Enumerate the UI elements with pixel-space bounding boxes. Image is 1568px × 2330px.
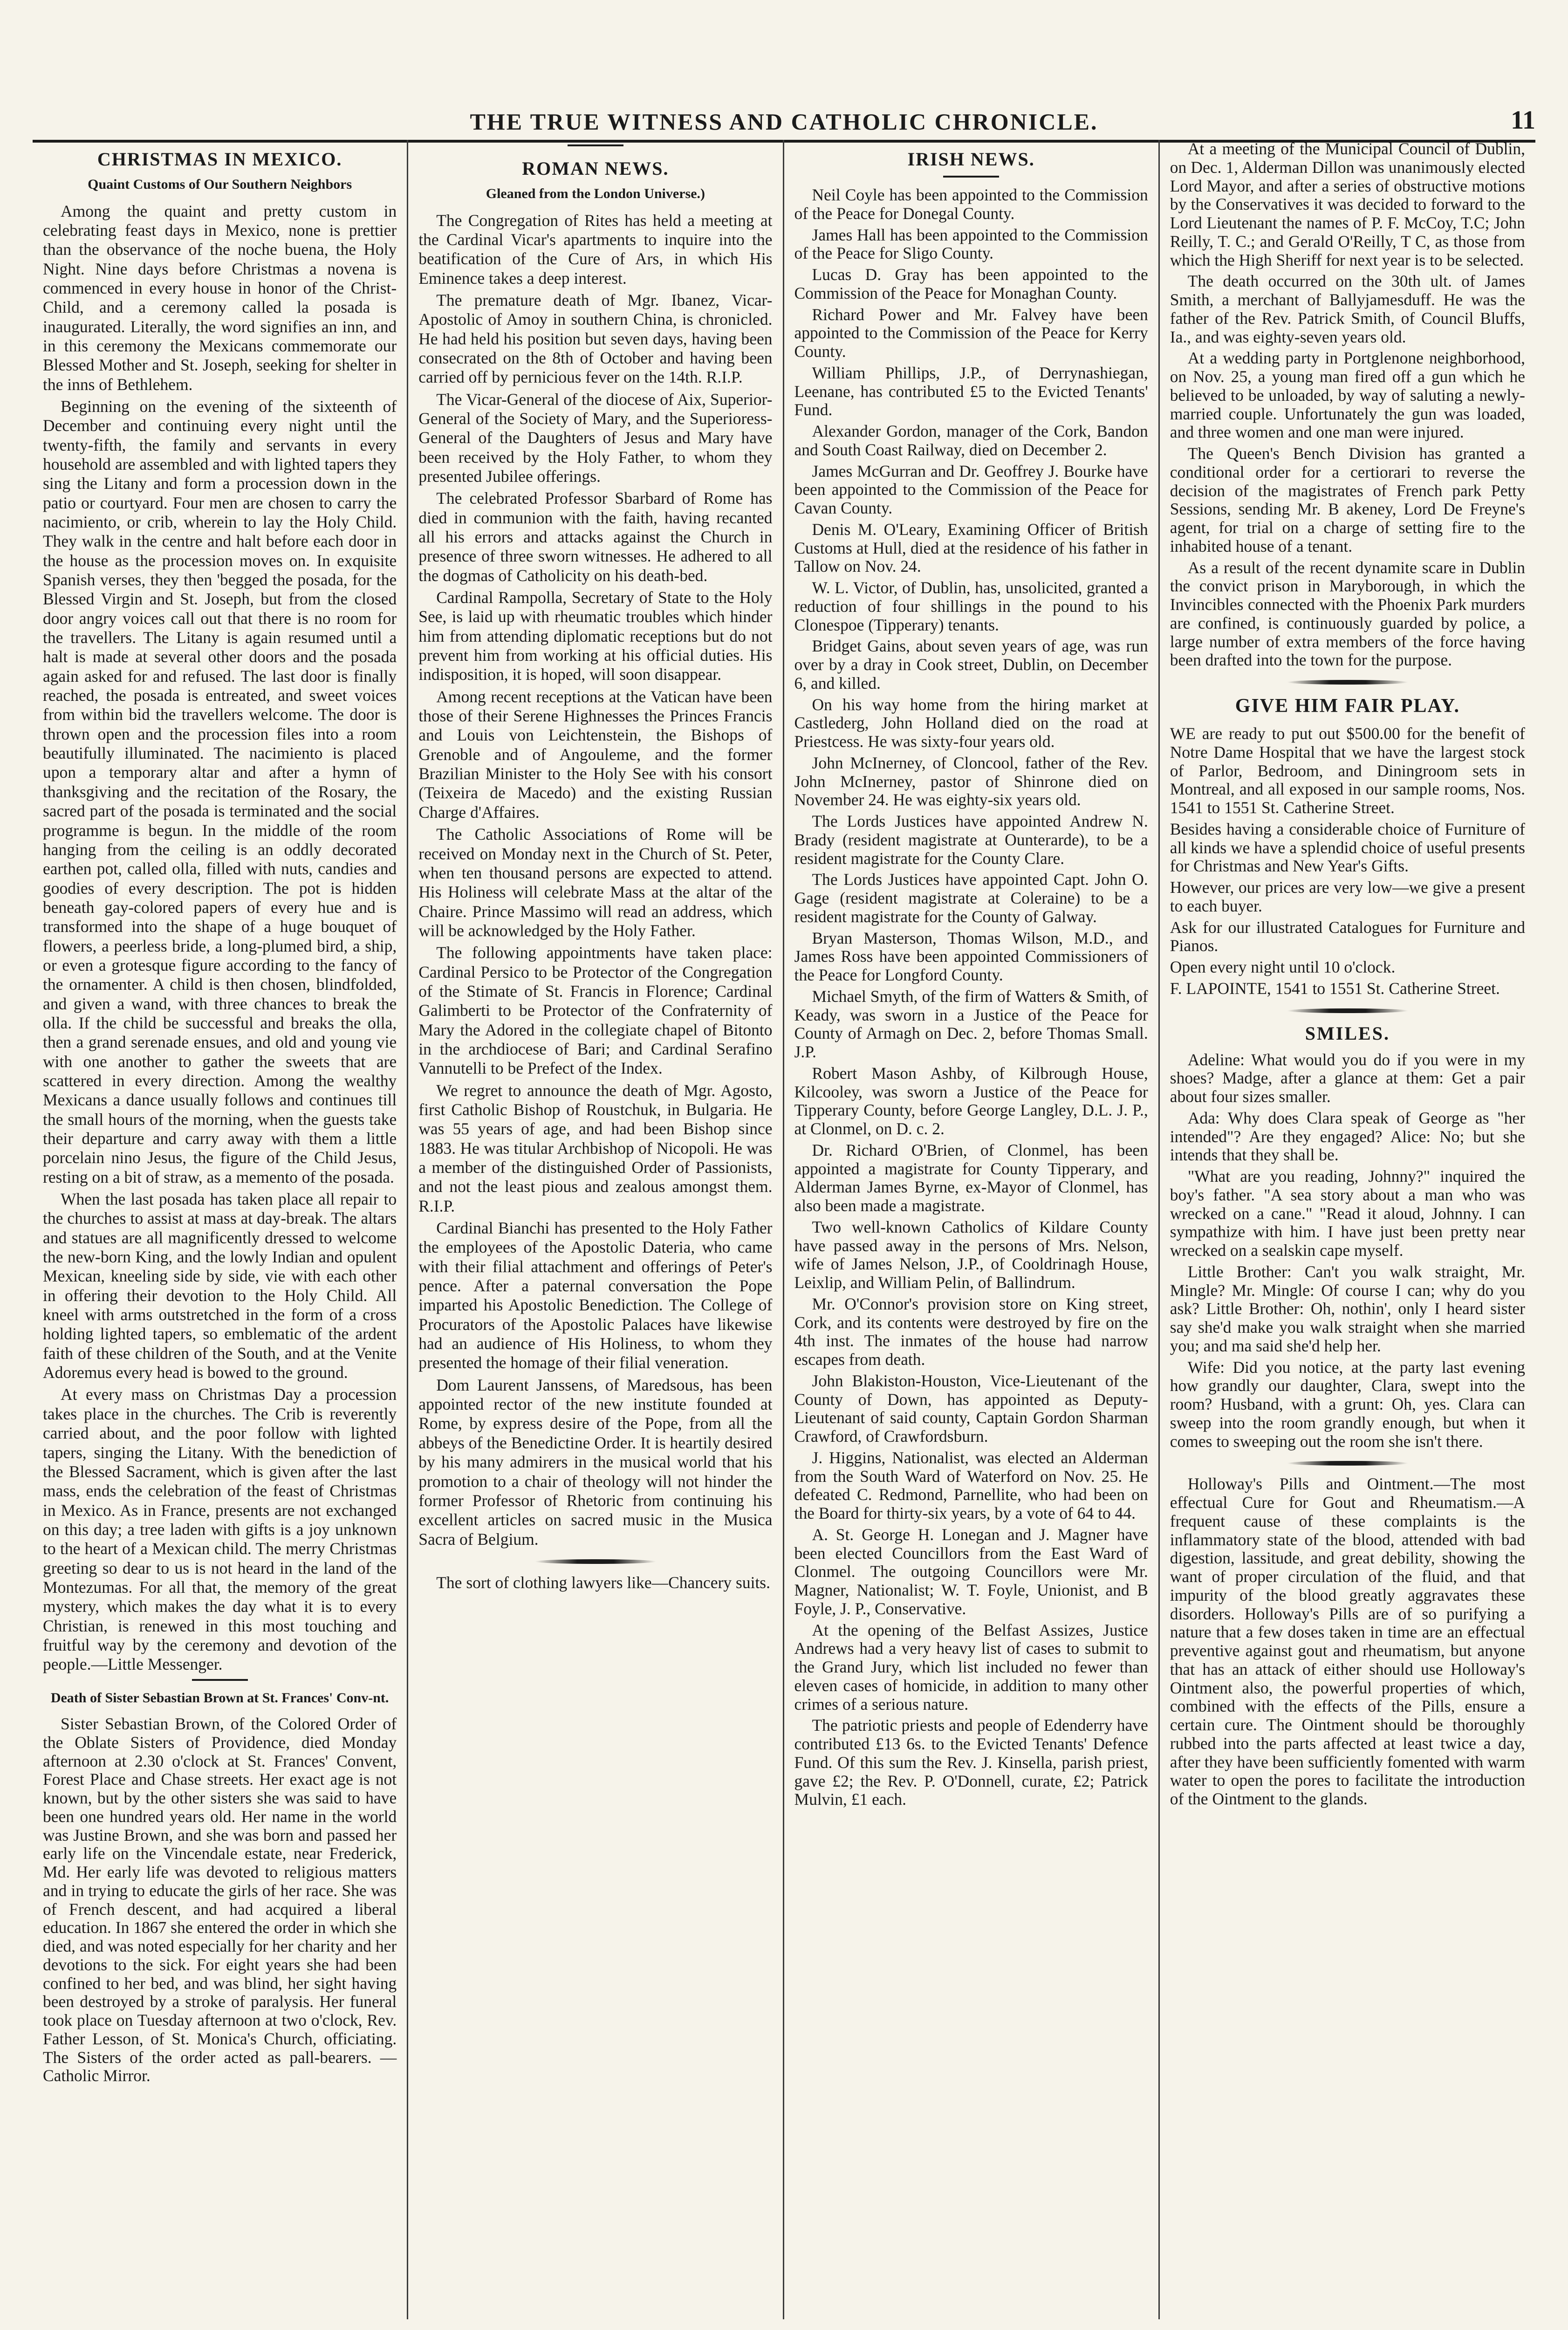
- roman-paragraph: We regret to announce the death of Mgr. Agosto, first Catholic Bishop of Roustchuk, in Bulgaria. He was 55 years of age, and had been Bishop since 1883. He was titular Archbishop of Nicopoli. He was a member of the distinguished Order of Passionists, and not the least pious and zealous amongst them. R.I.P.: [418, 1081, 773, 1215]
- column-4: [1160, 140, 1535, 2319]
- irish-paragraph: At a wedding party in Portglenone neighborhood, on Nov. 25, a young man fired off a gun which he believed to be unloaded, by way of saluting a newly-married couple. Unfortunately the gun was loaded, and three women and one man were injured.: [1170, 349, 1525, 442]
- christmas-paragraph: Beginning on the evening of the sixteenth of December and continuing every night until the twenty-fifth, the family and servants in every household are assembled and with lighted tapers they sing the Litany and form a procession down in the patio or courtyard. Four men are chosen to carry the nacimiento, or crib, wherein to lay the Holy Child. They walk in the centre and halt before each door in the house as the procession moves on. In exquisite Spanish verses, they then 'begged the posada, for the Blessed Virgin and St. Joseph, but from the closed door angry voices call out that there is no room for the travellers. The Litany is again resumed until a halt is made at several other doors and the posada again asked for and refused. The last door is finally reached, the posada is entreated, and sweet voices from within bid the travellers welcome. The door is thrown open and the procession files into a room beautifully illuminated. The nacimiento is placed upon a temporary altar and after a hymn of thanksgiving and the recitation of the Rosary, the sacred part of the posada is terminated and the social programme is begun. In the middle of the room hanging from the ceiling is an oddly decorated earthen pot, called olla, filled with nuts, candies and goodies of every description. The pot is hidden beneath gay-colored papers of every hue and is transformed into the shape of a huge bouquet of flowers, a peerless bride, a long-plumed bird, a ship, or even a grotesque figure according to the fancy of the ornamenter. A child is then chosen, blindfolded, and given a wand, with three chances to break the olla. If the child be successful and breaks the olla, then a grand serenade ensues, and old and young vie with one another to gather the sweets that are scattered in every direction. Among the wealthy Mexicans a dance usually follows and continues till the small hours of the morning, when the guests take their departure and carry away with them a little porcelain nino Jesus, the figure of the Child Jesus, resting on a bit of straw, as a memento of the posada.: [43, 397, 397, 1186]
- section-rule: [943, 176, 999, 178]
- irish-paragraph: W. L. Victor, of Dublin, has, unsolicited, granted a reduction of four shillings in the pound to his Clonespoe (Tipperary) tenants.: [794, 578, 1148, 634]
- irish-paragraph: Neil Coyle has been appointed to the Commission of the Peace for Donegal County.: [794, 185, 1148, 223]
- christmas-subhead: Quaint Customs of Our Southern Neighbors: [88, 177, 352, 192]
- roman-paragraph: Dom Laurent Janssens, of Maredsous, has been appointed rector of the new institute founded at Rome, by express desire of the Pope, from all the abbeys of the Benedictine Order. It is heartily desired by his many admirers in the musical world that his promotion to a chair of theology will not hinder the former Professor of Rhetoric from continuing his excellent articles on sacred music in the Musica Sacra of Belgium.: [418, 1375, 773, 1549]
- roman-news-heading: ROMAN NEWS.: [522, 158, 669, 179]
- roman-paragraph: The Catholic Associations of Rome will be received on Monday next in the Church of St. Peter, when ten thousand persons are expected to attend. His Holiness will celebrate Mass at the altar of the Chaire. Prince Massimo will read an address, which will be acknowledged by the Holy Father.: [418, 825, 773, 940]
- advert-paragraph: Besides having a considerable choice of Furniture of all kinds we have a splendid choice of useful presents for Christmas and New Year's Gifts.: [1170, 819, 1525, 876]
- irish-paragraph: James McGurran and Dr. Geoffrey J. Bourke have been appointed to the Commission of the Peace for Cavan County.: [794, 461, 1148, 517]
- column-1: [33, 140, 408, 2319]
- ornamental-rule: [1287, 680, 1408, 685]
- roman-paragraph: The Vicar-General of the diocese of Aix, Superior-General of the Society of Mary, and the Superioress-General of the Daughters of Jesus and Mary have been received by the Holy Father, to whom they presented Jubilee offerings.: [418, 390, 773, 486]
- irish-paragraph: The death occurred on the 30th ult. of James Smith, a merchant of Ballyjamesduff. He was the father of the Rev. Patrick Smith, of Council Bluffs, Ia., and was eighty-seven years old.: [1170, 272, 1525, 346]
- christmas-heading: CHRISTMAS IN MEXICO.: [97, 149, 342, 170]
- ornamental-rule: [1287, 1008, 1408, 1013]
- roman-paragraph: Cardinal Rampolla, Secretary of State to the Holy See, is laid up with rheumatic troubles which hinder him from attending diplomatic receptions but do not prevent him from working at his official duties. His indisposition, it is hoped, will soon disappear.: [418, 588, 773, 684]
- irish-news-heading: IRISH NEWS.: [907, 149, 1035, 170]
- irish-paragraph: Mr. O'Connor's provision store on King street, Cork, and its contents were destroyed by fire on the 4th inst. The inmates of the house had narrow escapes from death.: [794, 1294, 1148, 1369]
- irish-paragraph: John McInerney, of Cloncool, father of the Rev. John McInerney, pastor of Shinrone died on November 24. He was eighty-six years old.: [794, 753, 1148, 809]
- section-rule: [568, 144, 623, 146]
- advert-paragraph: Ask for our illustrated Catalogues for Furniture and Pianos.: [1170, 918, 1525, 955]
- article-columns: [33, 140, 1535, 2319]
- irish-paragraph: The Queen's Bench Division has granted a conditional order for a certiorari to reverse the decision of the magistrates of French park Petty Sessions, sending Mr. B akeney, Lord De Freyne's agent, for trial on a charge of setting fire to the inhabited house of a tenant.: [1170, 444, 1525, 555]
- column-2: [408, 140, 784, 2319]
- irish-paragraph: At the opening of the Belfast Assizes, Justice Andrews had a very heavy list of cases to submit to the Grand Jury, which list included no fewer than eleven cases of homicide, in addition to many other crimes of a serious nature.: [794, 1620, 1148, 1713]
- advert-signature: F. LAPOINTE, 1541 to 1551 St. Catherine Street.: [1170, 979, 1500, 998]
- irish-paragraph: J. Higgins, Nationalist, was elected an Alderman from the South Ward of Waterford on Nov. 25. He defeated C. Redmond, Parnellite, who had been on the Board for thirty-six years, by a vote of 64 to 44.: [794, 1448, 1148, 1522]
- christmas-paragraph: At every mass on Christmas Day a procession takes place in the churches. The Crib is reverently carried about, and the poor follow with lighted tapers, singing the Litany. With the benediction of the Blessed Sacrament, which is given after the last mass, ends the celebration of the feast of Christmas in Mexico. As in France, presents are not exchanged on this day; a tree laden with gifts is a joy unknown to the heart of a Mexican child. The merry Christmas greeting so dear to us is not heard in the land of the Montezumas. For all that, the memory of the great mystery, which makes the day what it is to every Christian, is renewed in this most touching and fruitful way by the ceremony and devotion of the people.—Little Messenger.: [43, 1385, 397, 1674]
- irish-paragraph: James Hall has been appointed to the Commission of the Peace for Sligo County.: [794, 225, 1148, 263]
- roman-news-subhead: Gleaned from the London Universe.): [486, 186, 705, 201]
- irish-paragraph: The patriotic priests and people of Edenderry have contributed £13 6s. to the Evicted Tenants' Defence Fund. Of this sum the Rev. J. Kinsella, parish priest, gave £2; the Rev. P. O'Donnell, curate, £2; Patrick Mulvin, £1 each.: [794, 1716, 1148, 1809]
- irish-paragraph: On his way home from the hiring market at Castlederg, John Holland died on the road at Priestcess. He was sixty-four years old.: [794, 695, 1148, 751]
- irish-paragraph: Alexander Gordon, manager of the Cork, Bandon and South Coast Railway, died on December 2.: [794, 422, 1148, 459]
- smiles-paragraph: Ada: Why does Clara speak of George as "her intended"? Are they engaged? Alice: No; but she intends that they shall be.: [1170, 1108, 1525, 1165]
- irish-paragraph: Denis M. O'Leary, Examining Officer of British Customs at Hull, died at the residence of his father in Tallow on Nov. 24.: [794, 520, 1148, 576]
- advert-paragraph: WE are ready to put out $500.00 for the benefit of Notre Dame Hospital that we have the largest stock of Parlor, Bedroom, and Diningroom sets in Montreal, and all exposed in our sample rooms, Nos. 1541 to 1551 St. Catherine Street.: [1170, 724, 1525, 817]
- page-number: 11: [1511, 106, 1535, 135]
- roman-paragraph: The sort of clothing lawyers like—Chancery suits.: [436, 1573, 770, 1592]
- roman-paragraph: The celebrated Professor Sbarbard of Rome has died in communion with the faith, having recanted all his errors and attacks against the Church in presence of three sworn witnesses. He adhered to all the dogmas of Catholicity on his death-bed.: [418, 489, 773, 585]
- irish-paragraph: Two well-known Catholics of Kildare County have passed away in the persons of Mrs. Nelson, wife of James Nelson, J.P., of Cooldrinagh House, Leixlip, and William Pelin, of Ballindrum.: [794, 1217, 1148, 1292]
- smiles-paragraph: Adeline: What would you do if you were in my shoes? Madge, after a glance at them: Get a pair about four sizes smaller.: [1170, 1050, 1525, 1106]
- irish-paragraph: Lucas D. Gray has been appointed to the Commission of the Peace for Monaghan County.: [794, 265, 1148, 302]
- roman-paragraph: The premature death of Mgr. Ibanez, Vicar-Apostolic of Amoy in southern China, is chronicled. He had held his position but seven days, having been consecrated on the 8th of October and having been carried off by pernicious fever on the 14th. R.I.P.: [418, 290, 773, 387]
- smiles-paragraph: "What are you reading, Johnny?" inquired the boy's father. "A sea story about a man who was wrecked on a cane." "Read it aloud, Johnny. I can sympathize with him. I have just been pretty near wrecked on a sealskin cape myself.: [1170, 1167, 1525, 1260]
- irish-paragraph: Robert Mason Ashby, of Kilbrough House, Kilcooley, was sworn a Justice of the Peace for Tipperary County, before George Langley, D.L. J. P., at Clonmel, on D. c. 2.: [794, 1063, 1148, 1138]
- smiles-heading: SMILES.: [1305, 1022, 1390, 1044]
- irish-paragraph: William Phillips, J.P., of Derrynashiegan, Leenane, has contributed £5 to the Evicted Tenants' Fund.: [794, 363, 1148, 419]
- roman-paragraph: The Congregation of Rites has held a meeting at the Cardinal Vicar's apartments to inquire into the beatification of the Cure of Ars, in which His Eminence takes a deep interest.: [418, 211, 773, 288]
- irish-paragraph: As a result of the recent dynamite scare in Dublin the convict prison in Maryborough, in which the Invincibles connected with the Phoenix Park murders are confined, is continuously guarded by police, a large number of extra members of the force having been drafted into the town for the purpose.: [1170, 558, 1525, 670]
- death-notice-heading: Death of Sister Sebastian Brown at St. Frances' Conv-nt.: [50, 1690, 389, 1706]
- smiles-paragraph: Little Brother: Can't you walk straight, Mr. Mingle? Mr. Mingle: Of course I can; why do you ask? Little Brother: Oh, nothin', only I heard sister say she'd make you walk straight when she married you; and ma said she'd help her.: [1170, 1262, 1525, 1355]
- death-notice-paragraph: Sister Sebastian Brown, of the Colored Order of the Oblate Sisters of Providence, died Monday afternoon at 2.30 o'clock at St. Frances' Convent, Forest Place and Chase streets. Her exact age is not known, but by the other sisters she was said to have been one hundred years old. Her name in the world was Justine Brown, and she was born and passed her early life on the Vincendale estate, near Frederick, Md. Her early life was devoted to religious matters and in trying to educate the girls of her race. She was of French descent, and had acquired a liberal education. In 1867 she entered the order in which she died, and was noted especially for her charity and her devotions to the sick. For eight years she had been confined to her bed, and was blind, her sight having been destroyed by a stroke of paralysis. Her funeral took place on Tuesday afternoon at two o'clock, Rev. Father Lesson, of St. Monica's Church, officiating. The Sisters of the order acted as pall-bearers. —Catholic Mirror.: [43, 1714, 397, 2085]
- smiles-paragraph: Wife: Did you notice, at the party last evening how grandly our daughter, Clara, swept into the room? Husband, with a grunt: Oh, yes. Clara can sweep into the room grandly enough, but when it comes to sweeping out the room she isn't there.: [1170, 1357, 1525, 1451]
- irish-paragraph: At a meeting of the Municipal Council of Dublin, on Dec. 1, Alderman Dillon was unanimously elected Lord Mayor, and after a series of obstructive motions by the Conservatives it was decided to forward to the Lord Lieutenant the names of P. F. McCoy, T.C; John Reilly, T. C.; and Gerald O'Reilly, T C, as those from which the High Sheriff for next year is to be selected.: [1170, 140, 1525, 269]
- irish-paragraph: Bryan Masterson, Thomas Wilson, M.D., and James Ross have been appointed Commissioners of the Peace for Longford County.: [794, 928, 1148, 984]
- advert-title: GIVE HIM FAIR PLAY.: [1235, 695, 1460, 717]
- advert-paragraph: However, our prices are very low—we give a present to each buyer.: [1170, 878, 1525, 915]
- ornamental-rule: [535, 1559, 656, 1564]
- irish-paragraph: Richard Power and Mr. Falvey have been appointed to the Commission of the Peace for Kerry County.: [794, 305, 1148, 361]
- christmas-paragraph: Among the quaint and pretty custom in celebrating feast days in Mexico, none is prettier than the observance of the noche buena, the Holy Night. Nine days before Christmas a novena is commenced in every house in honor of the Christ-Child, and a ceremony called la posada is inaugurated. Literally, the word signifies an inn, and in this ceremony the Mexicans commemorate our Blessed Mother and St. Joseph, seeking for shelter in the inns of Bethlehem.: [43, 201, 397, 394]
- section-rule: [192, 1679, 248, 1681]
- irish-paragraph: Dr. Richard O'Brien, of Clonmel, has been appointed a magistrate for County Tipperary, and Alderman James Byrne, ex-Mayor of Clonmel, has also been made a magistrate.: [794, 1140, 1148, 1215]
- irish-paragraph: Michael Smyth, of the firm of Watters & Smith, of Keady, was sworn in a Justice of the Peace for County of Armagh on Dec. 2, before Thomas Small. J.P.: [794, 987, 1148, 1061]
- advert-paragraph: Open every night until 10 o'clock.: [1170, 958, 1396, 976]
- irish-paragraph: Bridget Gains, about seven years of age, was run over by a dray in Cook street, Dublin, on December 6, and killed.: [794, 637, 1148, 692]
- irish-paragraph: The Lords Justices have appointed Capt. John O. Gage (resident magistrate at Coleraine) to be a resident magistrate for the County of Galway.: [794, 870, 1148, 926]
- irish-paragraph: John Blakiston-Houston, Vice-Lieutenant of the County of Down, has appointed as Deputy-Lieutenant of said county, Captain Gordon Sharman Crawford, of Crawfordsburn.: [794, 1371, 1148, 1446]
- roman-paragraph: Cardinal Bianchi has presented to the Holy Father the employees of the Apostolic Dateria, who came with their filial attachment and offerings of Peter's pence. After a paternal conversation the Pope imparted his Apostolic Benediction. The College of Procurators of the Apostolic Palaces have likewise had an audience of His Holiness, to whom they presented the homage of their filial veneration.: [418, 1219, 773, 1372]
- roman-paragraph: Among recent receptions at the Vatican have been those of their Serene Highnesses the Princes Francis and Louis von Leichtenstein, the Bishops of Grenoble and of Angouleme, and the former Brazilian Minister to the Holy See with his consort (Teixeira de Macedo) and the existing Russian Charge d'Affaires.: [418, 687, 773, 822]
- irish-paragraph: The Lords Justices have appointed Andrew N. Brady (resident magistrate at Ounterarde), to be a resident magistrate for the County Clare.: [794, 812, 1148, 868]
- roman-paragraph: The following appointments have taken place: Cardinal Persico to be Protector of the Congregation of the Stimate of St. Francis in Florence; Cardinal Galimberti to be Protector of the Confraternity of Mary the Adored in the collegiate chapel of Bitonto in the archdiocese of Bari; and Cardinal Serafino Vannutelli to be Prefect of the Index.: [418, 943, 773, 1078]
- masthead-title: THE TRUE WITNESS AND CATHOLIC CHRONICLE.: [470, 109, 1098, 135]
- column-3: [784, 140, 1160, 2319]
- holloway-advertisement: Holloway's Pills and Ointment.—The most effectual Cure for Gout and Rheumatism.—A frequent cause of these complaints is the inflammatory state of the blood, attended with bad digestion, lassitude, and great debility, showing the want of proper circulation of the fluid, and that impurity of the blood greatly aggravates these disorders. Holloway's Pills are of so purifying a nature that a few doses taken in time are an effectual preventive against gout and rheumatism, but anyone that has an attack of either should use Holloway's Ointment also, the powerful properties of which, combined with the effects of the Pills, ensure a certain cure. The Ointment should be thoroughly rubbed into the parts affected at least twice a day, after they have been sufficiently fomented with warm water to open the pores to facilitate the introduction of the Ointment to the glands.: [1170, 1474, 1525, 1808]
- irish-paragraph: A. St. George H. Lonegan and J. Magner have been elected Councillors from the East Ward of Clonmel. The outgoing Councillors were Mr. Magner, Nationalist; W. T. Foyle, Unionist, and B Foyle, J. P., Conservative.: [794, 1525, 1148, 1618]
- christmas-paragraph: When the last posada has taken place all repair to the churches to assist at mass at day-break. The altars and statues are all magnificently dressed to welcome the new-born King, and the lowly Indian and opulent Mexican, kneeling side by side, vie with each other in offering their devotion to the Holy Child. All kneel with arms outstretched in the form of a cross holding lighted tapers, so emblematic of the ardent faith of these children of the South, and at the Venite Adoremus every head is bowed to the ground.: [43, 1190, 397, 1382]
- masthead: [33, 89, 1535, 143]
- furniture-advertisement: [1170, 680, 1525, 998]
- ornamental-rule: [1287, 1461, 1408, 1466]
